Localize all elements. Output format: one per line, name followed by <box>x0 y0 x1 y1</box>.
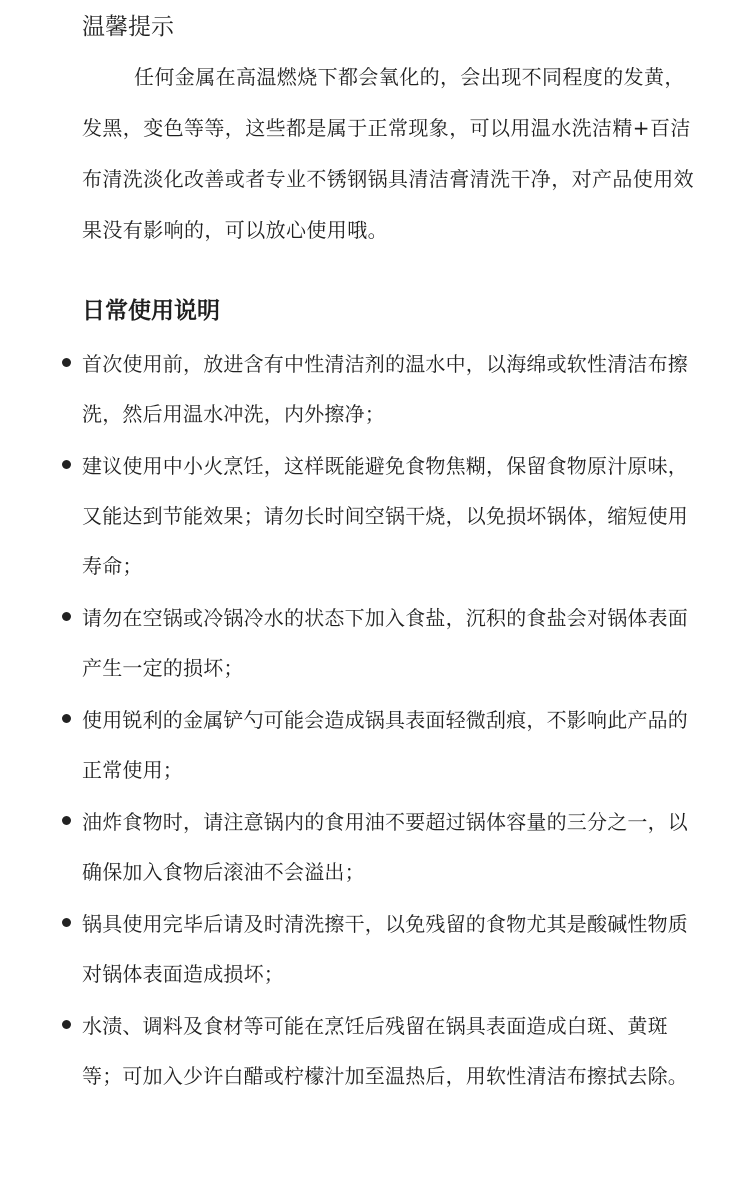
list-item <box>62 899 702 999</box>
usage-item-text: 使用锐利的金属铲勺可能会造成锅具表面轻微刮痕，不影响此产品的正常使用； <box>82 708 688 782</box>
bullet-icon <box>62 460 71 469</box>
bullet-icon <box>62 358 71 367</box>
usage-list <box>62 339 702 1103</box>
bullet-icon <box>62 918 71 927</box>
usage-item-text: 建议使用中小火烹饪，这样既能避免食物焦糊，保留食物原汁原味，又能达到节能效果；请勿长时间空锅干烧，以免损坏锅体，缩短使用寿命； <box>82 454 688 578</box>
usage-item-text: 水渍、调料及食材等可能在烹饪后残留在锅具表面造成白斑、黄斑等；可加入少许白醋或柠檬汁加至温热后，用软性清洁布擦拭去除。 <box>82 1014 688 1088</box>
usage-item-text: 请勿在空锅或冷锅冷水的状态下加入食盐，沉积的食盐会对锅体表面产生一定的损坏； <box>82 606 688 680</box>
list-item <box>62 593 702 693</box>
usage-item-text: 油炸食物时，请注意锅内的食用油不要超过锅体容量的三分之一，以确保加入食物后滚油不会溢出； <box>82 810 688 884</box>
bullet-icon <box>62 714 71 723</box>
list-item <box>62 1001 702 1101</box>
list-item <box>62 797 702 897</box>
bullet-icon <box>62 1020 71 1029</box>
list-item <box>62 339 702 439</box>
list-item <box>62 695 702 795</box>
usage-title: 日常使用说明 <box>82 298 220 324</box>
tips-paragraph: 任何金属在高温燃烧下都会氧化的，会出现不同程度的发黄，发黑，变色等等，这些都是属于正常现象，可以用温水洗洁精+百洁布清洗淡化改善或者专业不锈钢锅具清洁膏清洗干净，对产品使用效果没有影响的，可以放心使用哦。 <box>82 65 694 242</box>
list-item <box>62 441 702 591</box>
bullet-icon <box>62 612 71 621</box>
bullet-icon <box>62 816 71 825</box>
usage-item-text: 首次使用前，放进含有中性清洁剂的温水中，以海绵或软性清洁布擦洗，然后用温水冲洗，内外擦净； <box>82 352 688 426</box>
usage-item-text: 锅具使用完毕后请及时清洗擦干，以免残留的食物尤其是酸碱性物质对锅体表面造成损坏； <box>82 912 688 986</box>
tips-title: 温馨提示 <box>82 14 174 40</box>
